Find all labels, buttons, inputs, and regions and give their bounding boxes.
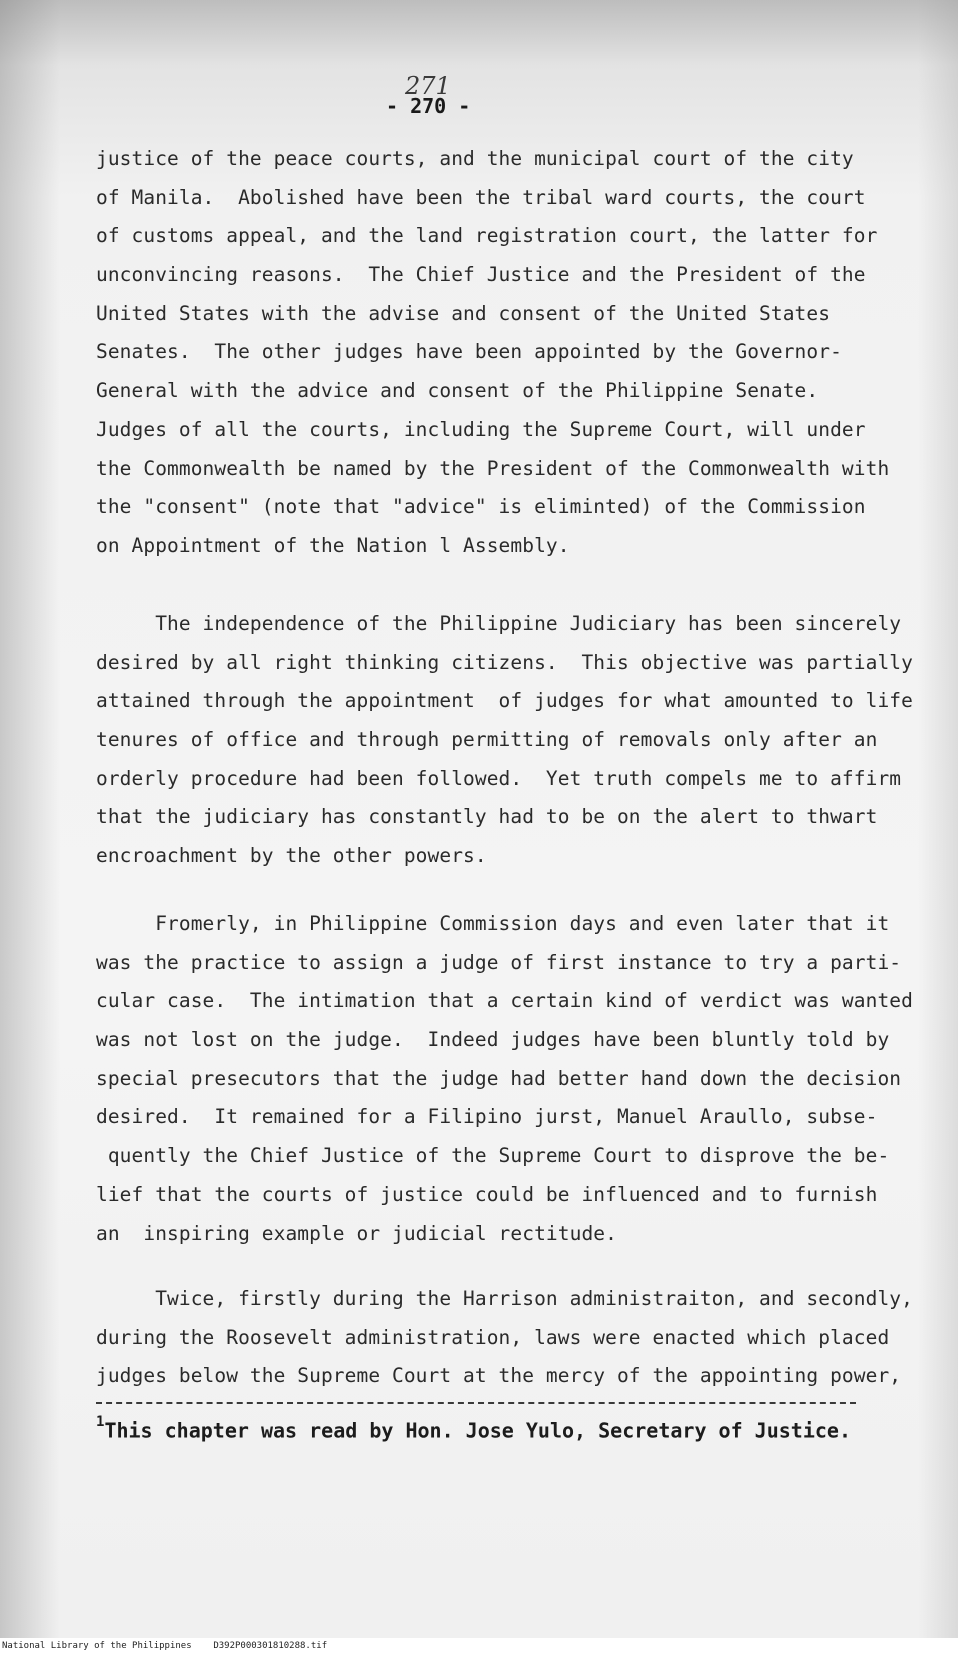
paragraph-2 — [96, 605, 916, 876]
text-line: tenures of office and through permitting of removals only after an — [96, 728, 878, 752]
text-line: was not lost on the judge. Indeed judges have been bluntly told by — [96, 1028, 890, 1052]
text-line: the Commonwealth be named by the President of the Commonwealth with — [96, 456, 890, 480]
text-line: during the Roosevelt administration, laws were enacted which placed — [96, 1325, 890, 1349]
text-line: of Manila. Abolished have been the tribal ward courts, the court — [96, 185, 866, 209]
text-line: encroachment by the other powers. — [96, 844, 487, 868]
paragraph-3 — [96, 905, 916, 1253]
paragraph-1 — [96, 140, 916, 566]
text-line: Twice, firstly during the Harrison administraiton, and secondly, — [96, 1287, 913, 1310]
paragraph-4 — [96, 1280, 916, 1396]
text-line: was the practice to assign a judge of first instance to try a parti- — [96, 950, 902, 974]
text-line: Senates. The other judges have been appointed by the Governor- — [96, 340, 842, 364]
text-line: of customs appeal, and the land registration court, the latter for — [96, 224, 878, 248]
text-line: General with the advice and consent of the Philippine Senate. — [96, 379, 819, 403]
text-line: Fromerly, in Philippine Commission days and even later that it — [96, 912, 890, 935]
text-line: Judges of all the courts, including the Supreme Court, will under — [96, 417, 866, 441]
text-line: justice of the peace courts, and the municipal court of the city — [96, 147, 854, 170]
text-line: quently the Chief Justice of the Supreme Court to disprove the be- — [96, 1144, 890, 1168]
text-line: an inspiring example or judicial rectitude. — [96, 1221, 617, 1245]
text-line: The independence of the Philippine Judiciary has been sincerely — [96, 612, 902, 635]
handwritten-page-number: 271 — [405, 72, 451, 100]
text-line: attained through the appointment of judges for what amounted to life — [96, 689, 913, 713]
text-line: United States with the advise and consent of the United States — [96, 301, 831, 325]
footnote-divider — [96, 1402, 856, 1404]
text-line: lief that the courts of justice could be influenced and to furnish — [96, 1182, 878, 1206]
footnote — [96, 1414, 851, 1443]
text-line: the "consent" (note that "advice" is eliminted) of the Commission — [96, 495, 866, 519]
page-number: - 270 - — [386, 94, 471, 118]
text-line: orderly procedure had been followed. Yet truth compels me to affirm — [96, 766, 902, 790]
text-line: that the judiciary has constantly had to be on the alert to thwart — [96, 805, 878, 829]
text-line: judges below the Supreme Court at the mercy of the appointing power, — [96, 1364, 902, 1388]
text-line: special presecutors that the judge had better hand down the decision — [96, 1066, 902, 1090]
text-line: unconvincing reasons. The Chief Justice and the President of the — [96, 263, 866, 287]
scan-credit: National Library of the Philippines D392P000301810288.tif — [2, 1641, 328, 1651]
footnote-marker: 1 — [96, 1414, 105, 1430]
text-line: desired. It remained for a Filipino jurst, Manuel Araullo, subse- — [96, 1105, 878, 1129]
text-line: cular case. The intimation that a certain kind of verdict was wanted — [96, 989, 913, 1013]
footnote-text: This chapter was read by Hon. Jose Yulo, Secretary of Justice. — [104, 1418, 851, 1443]
text-line: desired by all right thinking citizens. This objective was partially — [96, 650, 913, 674]
text-line: on Appointment of the Nation l Assembly. — [96, 533, 570, 557]
